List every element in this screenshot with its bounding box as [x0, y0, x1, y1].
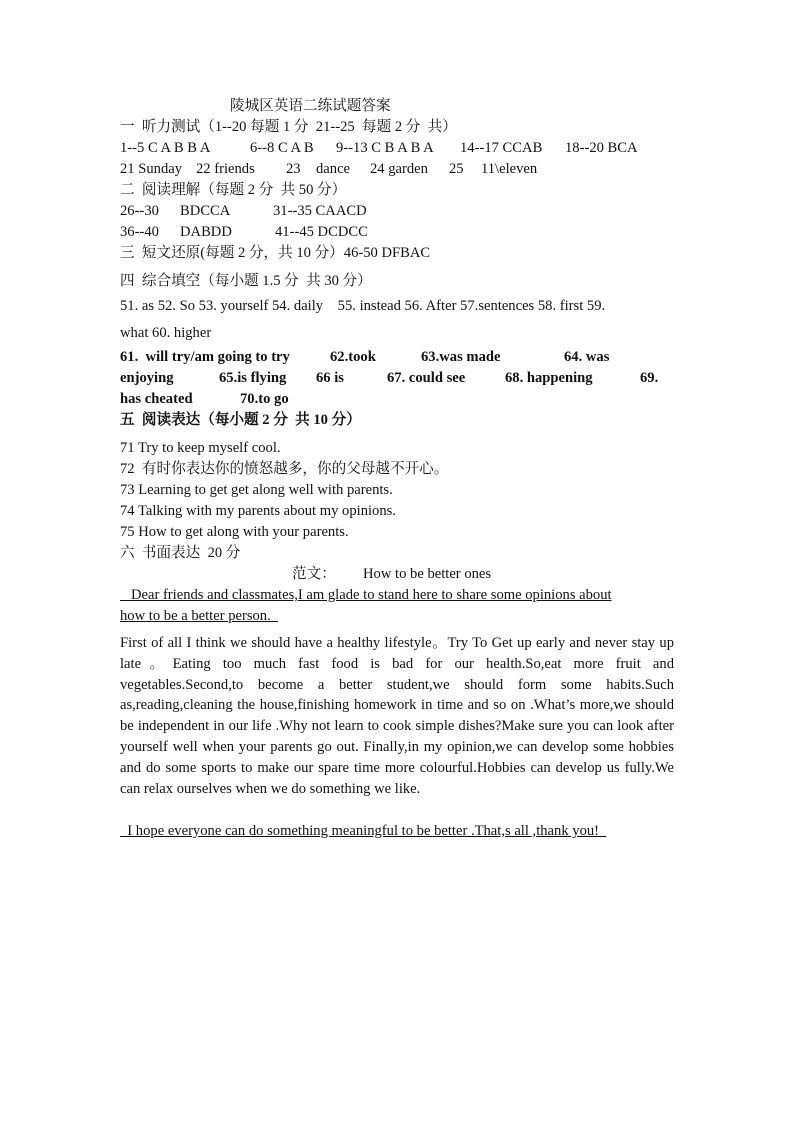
answer-item: 69. — [640, 370, 659, 386]
answer-item: enjoying — [120, 370, 174, 386]
answer-group: 14--17 CCAB — [460, 140, 543, 156]
answer-item: 64. was — [564, 349, 610, 365]
answer-group: 1--5 C A B B A — [120, 140, 211, 156]
section-4-bold-row-3 — [0, 390, 794, 408]
reading-answer-75: 75 How to get along with your parents. — [120, 524, 349, 540]
section-2-heading: 二 阅读理解（每题 2 分 共 50 分） — [120, 182, 347, 198]
answer-range: 36--40 — [120, 224, 159, 240]
essay-intro-line-2: how to be a better person. — [120, 608, 279, 624]
section-2-answers-row-1 — [0, 202, 794, 220]
page-title: 陵城区英语二练试题答案 — [230, 98, 391, 114]
answer-group: 9--13 C B A B A — [336, 140, 434, 156]
section-6-heading: 六 书面表达 20 分 — [120, 545, 241, 561]
section-4-bold-row-2 — [0, 369, 794, 387]
essay-intro-line-1: Dear friends and classmates,I am glade to stand here to share some opinions about — [120, 587, 612, 603]
reading-answer-73: 73 Learning to get get along well with parents. — [120, 482, 393, 498]
essay-body: First of all I think we should have a healthy lifestyle。Try To Get up early and never stay up late。Eating too much fast food is bad for our health.So,eat more fruit and vegetables.Second,to become a better student,we should form some habits.Such as,reading,cleaning the house,finishing homework in time and so on .What’s more,we should be independent in our life .Why not learn to cook simple dishes?Make sure you can look after yourself well when your parents go out. Finally,in my opinion,we can develop some hobbies and do some sports to make our spare time more colourful.Hobbies can develop us fully.We can relax ourselves when we do something we like. — [120, 635, 674, 797]
section-1-answers-row-2 — [0, 160, 794, 178]
section-3-heading: 三 短文还原(每题 2 分，共 10 分）46-50 DFBAC — [120, 245, 431, 261]
answer-item: dance — [316, 161, 351, 177]
section-4-bold-row-1 — [0, 348, 794, 366]
answer-item: 11\eleven — [481, 161, 538, 177]
answer-item: 65.is flying — [219, 370, 287, 386]
answer-item: 66 is — [316, 370, 344, 386]
answer-item: 25 — [449, 161, 464, 177]
reading-answer-71: 71 Try to keep myself cool. — [120, 440, 281, 456]
answer-item: 67. could see — [387, 370, 466, 386]
answer-item: 70.to go — [240, 391, 289, 407]
essay-closing: I hope everyone can do something meaningful to be better .That,s all ,thank you! — [120, 823, 607, 839]
answer-group: 41--45 DCDCC — [275, 224, 368, 240]
answer-item: has cheated — [120, 391, 193, 407]
answer-group: DABDD — [180, 224, 232, 240]
answer-item: 22 friends — [196, 161, 255, 177]
reading-answer-74: 74 Talking with my parents about my opinions. — [120, 503, 396, 519]
answer-range: 26--30 — [120, 203, 159, 219]
answer-item: 62.took — [330, 349, 376, 365]
answer-group: 6--8 C A B — [250, 140, 314, 156]
answer-item: 61. will try/am going to try — [120, 349, 290, 365]
reading-answer-72: 72 有时你表达你的愤怒越多，你的父母越不开心。 — [120, 461, 449, 477]
answer-item: 68. happening — [505, 370, 593, 386]
sample-essay-label: 范文： — [292, 566, 336, 582]
answer-group: 18--20 BCA — [565, 140, 638, 156]
section-4-answers-line-1: 51. as 52. So 53. yourself 54. daily 55. instead 56. After 57.sentences 58. first 59. — [120, 298, 606, 314]
answer-item: 24 garden — [370, 161, 428, 177]
section-4-heading: 四 综合填空（每小题 1.5 分 共 30 分） — [120, 273, 372, 289]
answer-item: 23 — [286, 161, 301, 177]
sample-essay-title: How to be better ones — [363, 566, 492, 582]
answer-item: 63.was made — [421, 349, 501, 365]
answer-item: 21 Sunday — [120, 161, 183, 177]
section-5-heading: 五 阅读表达（每小题 2 分 共 10 分） — [120, 412, 361, 428]
section-1-heading: 一 听力测试（1--20 每题 1 分 21--25 每题 2 分 共） — [120, 119, 457, 135]
section-1-answers-row-1 — [0, 139, 794, 157]
answer-group: BDCCA — [180, 203, 231, 219]
section-4-answers-line-2: what 60. higher — [120, 325, 212, 341]
answer-group: 31--35 CAACD — [273, 203, 367, 219]
section-2-answers-row-2 — [0, 223, 794, 241]
